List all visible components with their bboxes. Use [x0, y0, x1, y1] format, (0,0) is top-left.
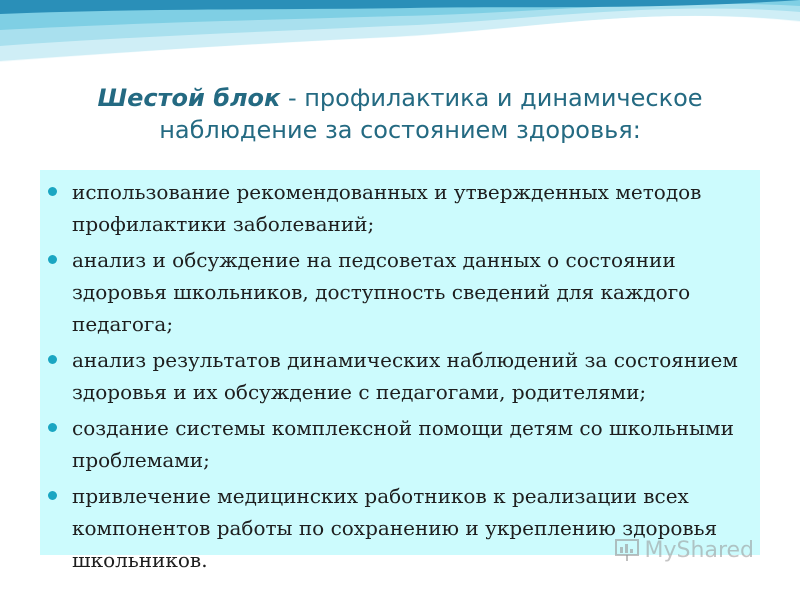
bullet-item — [48, 244, 768, 340]
bullet-item-text: анализ результатов динамических наблюдений за состоянием здоровья и их обсуждение с педагогами, родителями; — [72, 348, 738, 404]
slide-title — [40, 82, 760, 146]
bullet-item — [48, 412, 768, 476]
watermark — [613, 536, 754, 564]
bullet-item — [48, 176, 768, 240]
bullet-dot-icon — [48, 423, 57, 432]
bullet-item-text: анализ и обсуждение на педсоветах данных о состоянии здоровья школьников, доступность сведений для каждого педагога; — [72, 248, 691, 336]
slide-title-strong: Шестой блок — [97, 84, 281, 112]
bullet-list — [48, 176, 768, 580]
watermark-text: MyShared — [644, 537, 754, 563]
bullet-dot-icon — [48, 355, 57, 364]
slide-title-rest: - профилактика и динамическое наблюдение за состоянием здоровья: — [159, 84, 703, 144]
bullet-dot-icon — [48, 187, 57, 196]
bullet-item — [48, 344, 768, 408]
bullet-item-text: привлечение медицинских работников к реализации всех компонентов работы по сохранению и укреплению здоровья школьников. — [72, 484, 718, 572]
bullet-item-text: использование рекомендованных и утвержденных методов профилактики заболеваний; — [72, 180, 702, 236]
header-wave-decoration — [0, 0, 800, 70]
bullet-dot-icon — [48, 491, 57, 500]
bullet-dot-icon — [48, 255, 57, 264]
bullet-item-text: создание системы комплексной помощи детям со школьными проблемами; — [72, 416, 734, 472]
presentation-board-icon — [613, 536, 641, 564]
